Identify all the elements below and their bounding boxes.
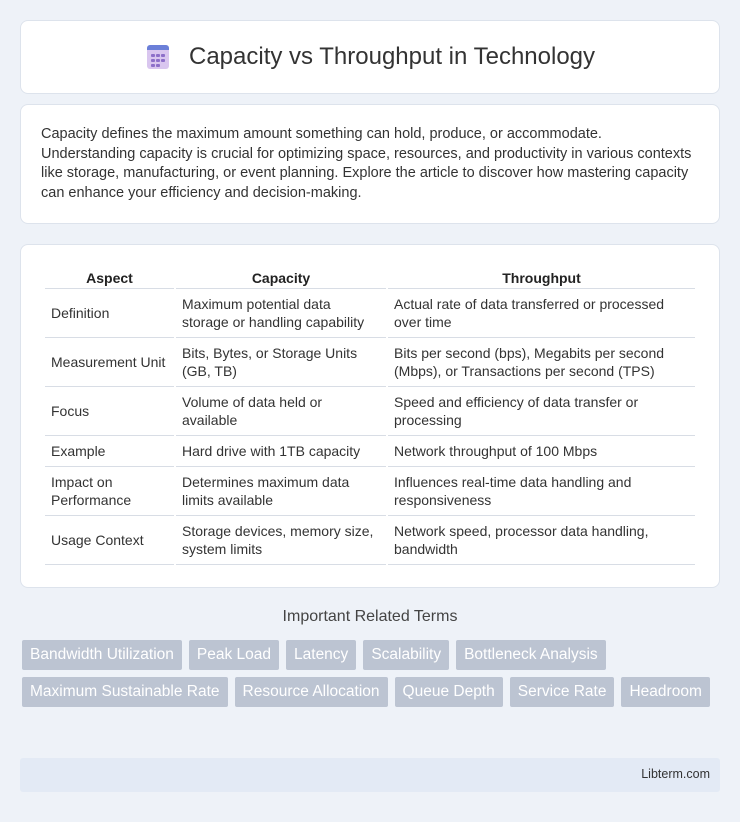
cell-aspect: Definition	[45, 289, 174, 338]
cell-aspect: Focus	[45, 387, 174, 436]
cell-capacity: Hard drive with 1TB capacity	[176, 436, 386, 467]
intro-card	[20, 104, 720, 224]
cell-throughput: Actual rate of data transferred or processed over time	[388, 289, 695, 338]
tag-headroom[interactable]: Headroom	[621, 677, 709, 707]
table-header-row	[45, 267, 695, 289]
tag-bandwidth-utilization[interactable]: Bandwidth Utilization	[22, 640, 182, 670]
cell-aspect: Example	[45, 436, 174, 467]
tag-peak-load[interactable]: Peak Load	[189, 640, 279, 670]
calendar-icon	[145, 44, 171, 70]
tag-latency[interactable]: Latency	[286, 640, 356, 670]
cell-capacity: Maximum potential data storage or handling capability	[176, 289, 386, 338]
cell-throughput: Speed and efficiency of data transfer or processing	[388, 387, 695, 436]
cell-throughput: Influences real-time data handling and responsiveness	[388, 467, 695, 516]
cell-throughput: Network throughput of 100 Mbps	[388, 436, 695, 467]
cell-throughput: Network speed, processor data handling, bandwidth	[388, 516, 695, 565]
table-row	[45, 289, 695, 338]
table-row	[45, 516, 695, 565]
tag-service-rate[interactable]: Service Rate	[510, 677, 615, 707]
cell-capacity: Storage devices, memory size, system limits	[176, 516, 386, 565]
cell-aspect: Measurement Unit	[45, 338, 174, 387]
tag-bottleneck-analysis[interactable]: Bottleneck Analysis	[456, 640, 606, 670]
header-aspect: Aspect	[45, 267, 174, 289]
comparison-table-card	[20, 244, 720, 588]
tag-maximum-sustainable-rate[interactable]: Maximum Sustainable Rate	[22, 677, 228, 707]
table-row	[45, 338, 695, 387]
page-title: Capacity vs Throughput in Technology	[188, 43, 596, 70]
related-terms-tags	[22, 640, 722, 707]
tag-queue-depth[interactable]: Queue Depth	[395, 677, 503, 707]
intro-text: Capacity defines the maximum amount something can hold, produce, or accommodate. Understanding capacity is crucial for optimizing space, resources, and productivity in various contexts like storage, manufacturing, or event planning. Explore the article to discover how mastering capacity can enhance your efficiency and decision-making.	[41, 126, 692, 201]
cell-aspect: Usage Context	[45, 516, 174, 565]
tag-resource-allocation[interactable]: Resource Allocation	[235, 677, 388, 707]
cell-aspect: Impact on Performance	[45, 467, 174, 516]
header-card	[20, 20, 720, 94]
cell-capacity: Volume of data held or available	[176, 387, 386, 436]
tag-scalability[interactable]: Scalability	[363, 640, 449, 670]
table-row	[45, 387, 695, 436]
table-row	[45, 436, 695, 467]
related-terms-title: Important Related Terms	[282, 608, 458, 625]
footer	[20, 758, 720, 792]
comparison-table	[43, 267, 697, 565]
table-row	[45, 467, 695, 516]
header-throughput: Throughput	[388, 267, 695, 289]
header-capacity: Capacity	[176, 267, 386, 289]
cell-capacity: Bits, Bytes, or Storage Units (GB, TB)	[176, 338, 386, 387]
footer-site-link[interactable]: Libterm.com	[641, 767, 710, 781]
cell-throughput: Bits per second (bps), Megabits per second (Mbps), or Transactions per second (TPS)	[388, 338, 695, 387]
cell-capacity: Determines maximum data limits available	[176, 467, 386, 516]
